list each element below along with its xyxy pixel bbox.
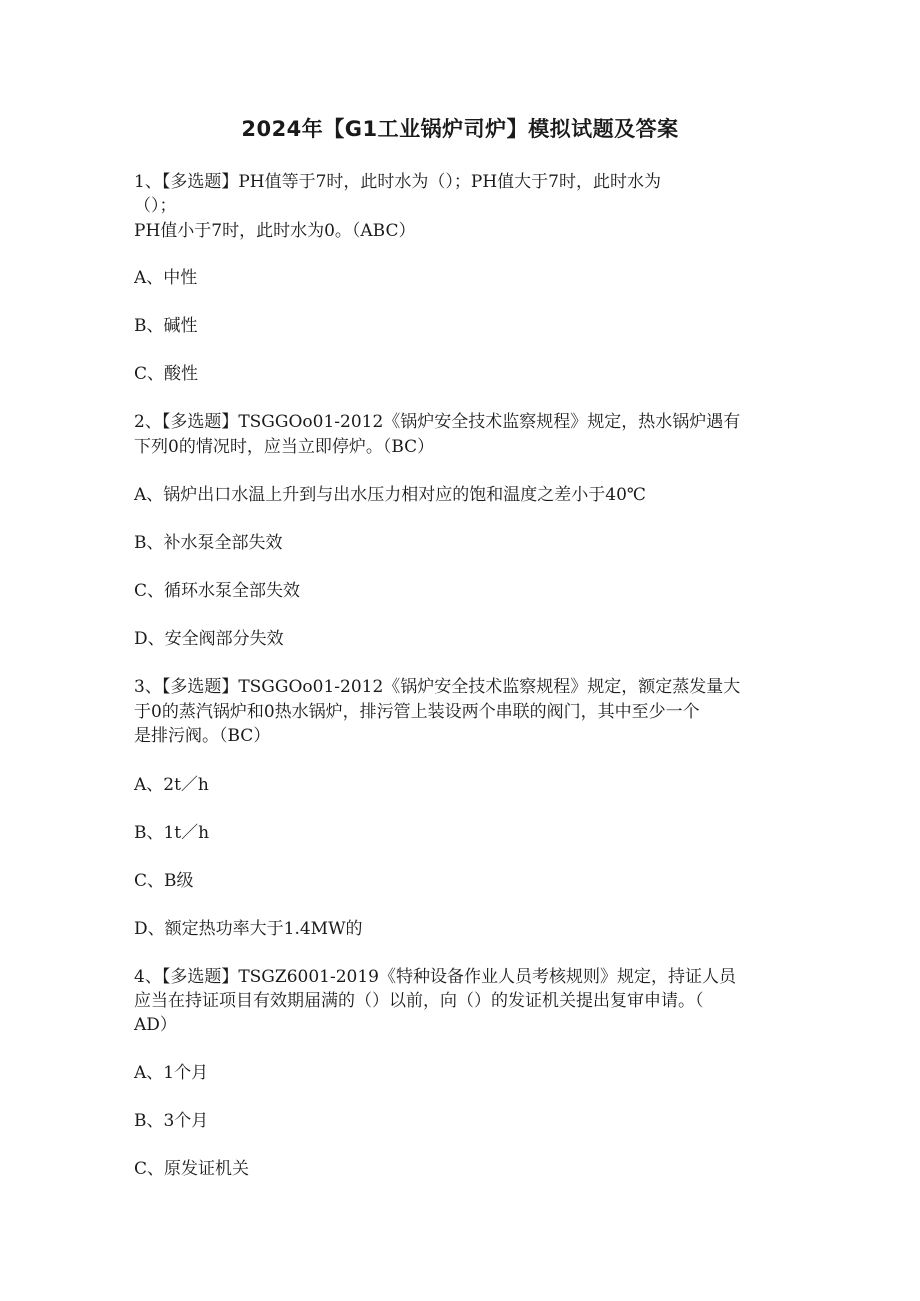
question-3-line-2: 于0的蒸汽锅炉和0热水锅炉，排污管上装设两个串联的阀门，其中至少一个 <box>134 702 700 722</box>
question-2-line-1: 2、【多选题】TSGGOo01-2012《锅炉安全技术监察规程》规定，热水锅炉遇有 <box>134 412 741 432</box>
question-4-option-b: B、3个月 <box>134 1111 209 1131</box>
question-2-option-a: A、锅炉出口水温上升到与出水压力相对应的饱和温度之差小于40℃ <box>134 485 646 505</box>
question-1-option-b: B、碱性 <box>134 316 198 336</box>
question-2-line-2: 下列0的情况时，应当立即停炉。（BC） <box>134 437 435 457</box>
question-1-line-3: PH值小于7时，此时水为0。（ABC） <box>134 221 416 241</box>
question-4-line-3: AD） <box>134 1015 177 1035</box>
question-2-option-c: C、循环水泵全部失效 <box>134 581 301 601</box>
question-1-line-2: （）； <box>134 196 177 216</box>
question-4-line-2: 应当在持证项目有效期届满的（）以前，向（）的发证机关提出复审申请。（ <box>134 991 704 1011</box>
question-3-option-b: B、1t／h <box>134 823 210 843</box>
question-3-line-1: 3、【多选题】TSGGOo01-2012《锅炉安全技术监察规程》规定，额定蒸发量大 <box>134 677 741 697</box>
question-3-option-a: A、2t／h <box>134 775 209 795</box>
question-1-line-1: 1、【多选题】PH值等于7时，此时水为（）；PH值大于7时，此时水为 <box>134 172 661 192</box>
question-4-option-a: A、1个月 <box>134 1063 209 1083</box>
document-title: 2024年【G1工业锅炉司炉】模拟试题及答案 <box>241 117 679 141</box>
question-4-line-1: 4、【多选题】TSGZ6001-2019《特种设备作业人员考核规则》规定，持证人员 <box>134 967 736 987</box>
question-4-option-c: C、原发证机关 <box>134 1159 250 1179</box>
question-2-option-b: B、补水泵全部失效 <box>134 533 283 553</box>
question-1-option-c: C、酸性 <box>134 364 199 384</box>
question-3-line-3: 是排污阀。（BC） <box>134 726 271 746</box>
question-1-option-a: A、中性 <box>134 268 198 288</box>
question-2-option-d: D、安全阀部分失效 <box>134 629 284 649</box>
question-3-option-d: D、额定热功率大于1.4MW的 <box>134 919 363 939</box>
question-3-option-c: C、B级 <box>134 871 194 891</box>
